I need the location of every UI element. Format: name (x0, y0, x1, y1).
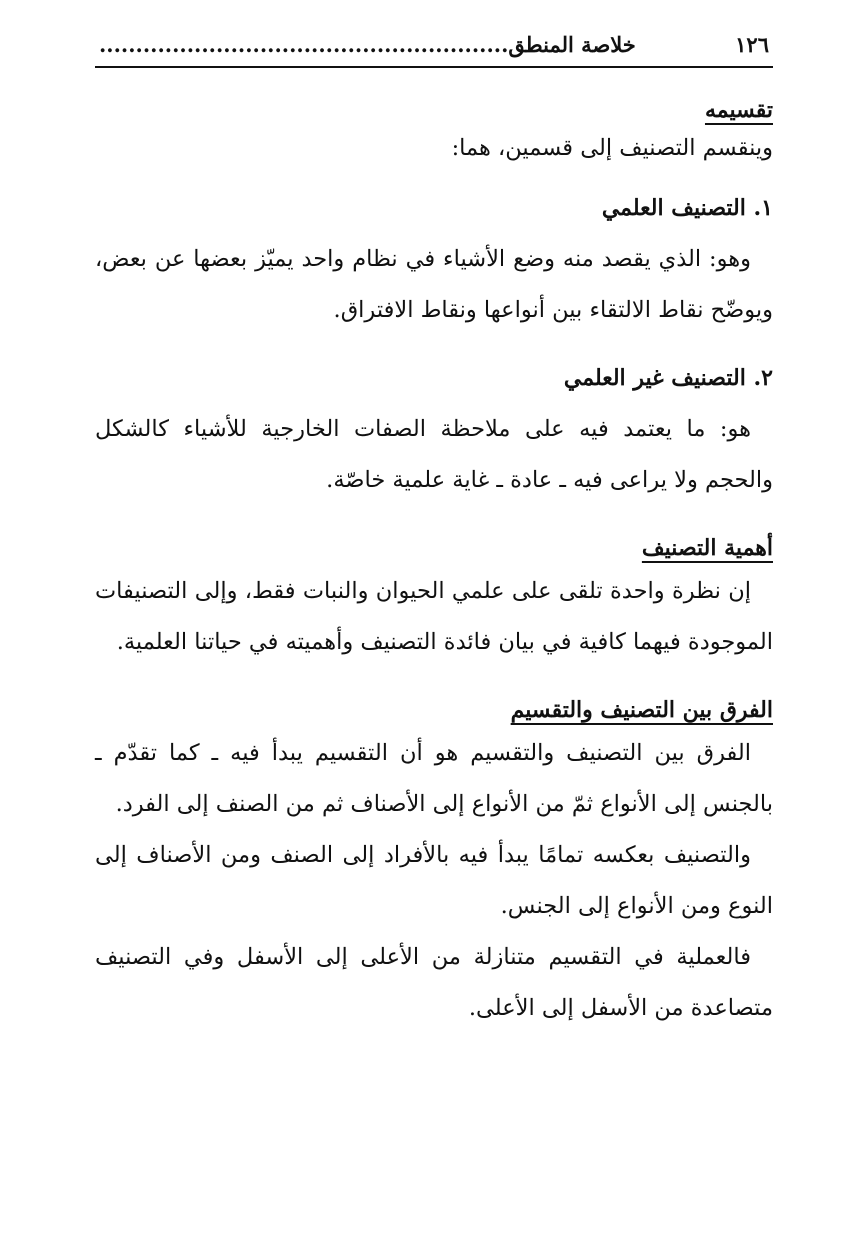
page-content (95, 68, 773, 1034)
spacer (95, 168, 773, 190)
book-page (95, 28, 773, 1034)
difference-paragraph-1: الفرق بين التصنيف والتقسيم هو أن التقسيم يبدأ فيه ـ كما تقدّم ـ بالجنس إلى الأنواع ثمّ من الأنواع إلى الأصناف ثم من الصنف إلى الفرد. (95, 740, 773, 817)
division-intro: وينقسم التصنيف إلى قسمين، هما: (451, 135, 773, 161)
running-title: خلاصة المنطق........................................................ (99, 32, 636, 57)
scientific-definition: وهو: الذي يقصد منه وضع الأشياء في نظام واحد يميّز بعضها عن بعض، ويوضّح نقاط الالتقاء بين أنواعها ونقاط الافتراق. (95, 246, 773, 323)
spacer (95, 668, 773, 692)
non-scientific-definition: هو: ما يعتمد فيه على ملاحظة الصفات الخارجية للأشياء كالشكل والحجم ولا يراعى فيه ـ عادة ـ غاية علمية خاصّة. (95, 416, 773, 493)
section-heading-division (95, 92, 773, 128)
section-heading-scientific: ١. التصنيف العلمي (601, 195, 773, 221)
section-heading-division-text: تقسيمه (704, 97, 773, 123)
difference-paragraph-3: فالعملية في التقسيم متنازلة من الأعلى إلى الأسفل وفي التصنيف متصاعدة من الأسفل إلى الأعلى. (95, 944, 773, 1021)
section-heading-difference (95, 692, 773, 728)
section-heading-non-scientific: ٢. التصنيف غير العلمي (563, 365, 773, 391)
spacer (95, 506, 773, 530)
page-number: ١٢٦ (735, 32, 769, 57)
running-header (95, 28, 773, 68)
difference-paragraph-2: والتصنيف بعكسه تمامًا يبدأ فيه بالأفراد إلى الصنف ومن الأصناف إلى النوع ومن الأنواع إلى الجنس. (95, 842, 773, 919)
section-heading-importance-text: أهمية التصنيف (641, 535, 773, 561)
spacer (95, 336, 773, 360)
section-heading-difference-text: الفرق بين التصنيف والتقسيم (510, 697, 773, 723)
spacer (95, 226, 773, 234)
importance-text: إن نظرة واحدة تلقى على علمي الحيوان والنبات فقط، وإلى التصنيفات الموجودة فيهما كافية في بيان فائدة التصنيف وأهميته في حياتنا العلمية. (95, 578, 773, 655)
section-heading-importance (95, 530, 773, 566)
spacer (95, 396, 773, 404)
